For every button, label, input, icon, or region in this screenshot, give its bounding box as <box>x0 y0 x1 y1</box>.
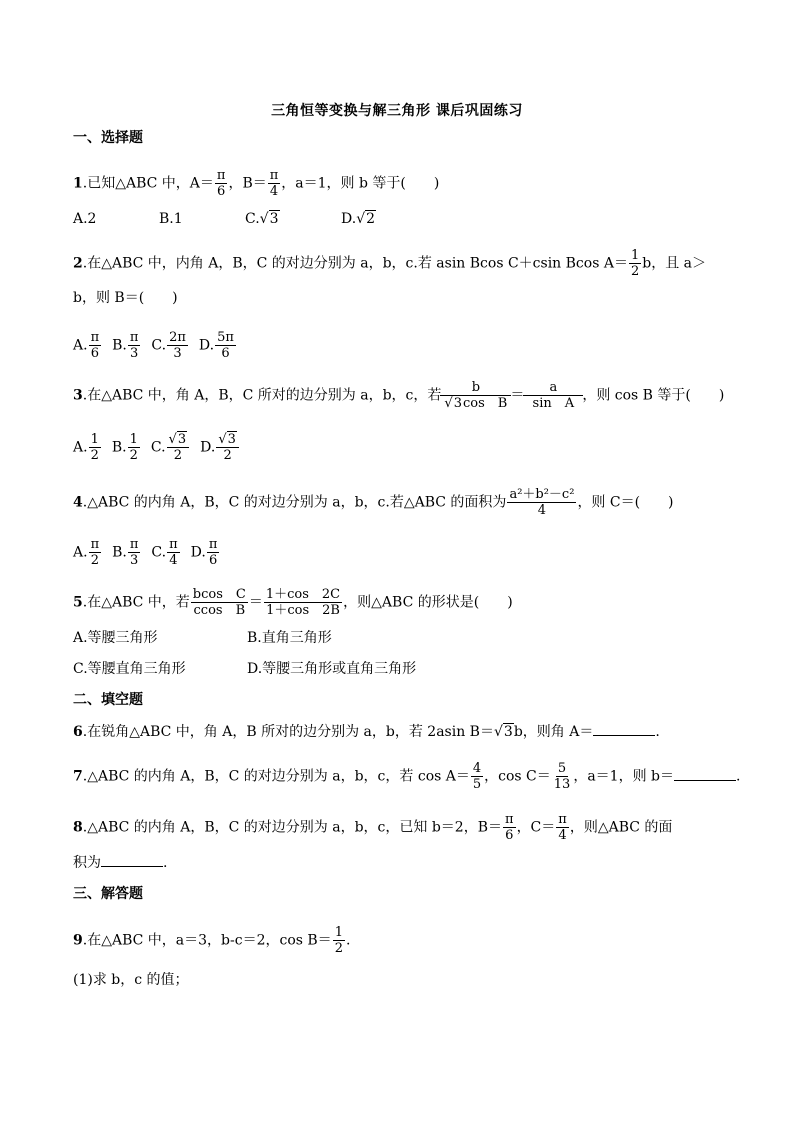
numerator: 2π <box>169 330 186 345</box>
question-text: ，cos C＝ <box>484 768 551 785</box>
question-text: b，则角 A＝ <box>513 724 594 740</box>
option-label: C. <box>151 337 167 354</box>
denominator: 2 <box>334 941 343 956</box>
fraction <box>471 761 483 792</box>
question-text: .△ABC 的内角 A，B，C 的对边分别为 a，b，c.若△ABC 的面积为 <box>82 494 507 511</box>
numerator: 4 <box>472 761 482 776</box>
section-heading-answer: 三、解答题 <box>73 886 143 902</box>
option-a: A.等腰三角形 <box>73 630 158 646</box>
sqrt: √3 <box>168 432 187 447</box>
option-c <box>151 432 190 463</box>
denominator: 2 <box>90 448 99 463</box>
sqrt: √2 <box>356 211 376 227</box>
numerator: π <box>129 537 139 552</box>
question-number: 6 <box>73 724 83 740</box>
option-label: A. <box>73 439 88 456</box>
question-text: b，且 a＞ <box>642 255 706 272</box>
option-a <box>73 537 102 568</box>
radicand: 3 <box>453 396 462 411</box>
option-a: A.2 <box>73 211 97 227</box>
numerator: π <box>208 537 218 552</box>
question-text: .已知△ABC 中，A＝ <box>82 175 214 192</box>
denominator: 4 <box>169 553 178 568</box>
radicand: 2 <box>366 211 376 227</box>
option-c <box>151 330 189 361</box>
question-9 <box>73 925 350 956</box>
question-text: 积为 <box>73 855 101 871</box>
option-c <box>245 209 341 229</box>
numerator: π <box>169 537 178 552</box>
question-number: 5 <box>73 594 83 611</box>
numerator: bcos C <box>192 587 246 602</box>
fraction <box>167 432 190 463</box>
fraction <box>207 537 220 568</box>
question-5-options-row-1 <box>73 628 332 648</box>
fraction <box>552 761 573 792</box>
question-number: 4 <box>73 494 83 511</box>
numerator: π <box>90 537 100 552</box>
question-text: ，a＝1，则 b 等于( ) <box>281 175 440 192</box>
option-c: C.等腰直角三角形 <box>73 661 186 677</box>
fraction <box>507 487 576 518</box>
option-d: D.等腰三角形或直角三角形 <box>247 661 417 677</box>
option-b: B.直角三角形 <box>247 630 332 646</box>
denominator: 2 <box>129 448 138 463</box>
question-number: 8 <box>73 819 83 836</box>
page-title: 三角恒等变换与解三角形 课后巩固练习 <box>271 103 523 119</box>
period: . <box>345 932 351 949</box>
denominator: 2 <box>630 264 640 279</box>
denominator: 4 <box>558 828 567 843</box>
option-d <box>199 330 237 361</box>
question-number: 7 <box>73 768 83 785</box>
denominator: ccos B <box>193 603 246 618</box>
denominator-text: cos B <box>462 396 508 411</box>
denominator: sin A <box>532 396 575 411</box>
fraction <box>333 925 345 956</box>
question-7 <box>73 761 740 792</box>
period: . <box>736 768 741 785</box>
numerator: a²＋b²－c² <box>509 487 575 502</box>
section-heading-fill: 二、填空题 <box>73 692 143 708</box>
option-label: A. <box>73 337 88 354</box>
question-text: .在锐角△ABC 中，角 A，B 所对的边分别为 a，b，若 2asin B＝ <box>82 724 494 740</box>
question-3 <box>73 380 724 411</box>
sqrt: √3 <box>218 432 236 447</box>
question-text: ，则△ABC 的形状是( ) <box>343 594 513 611</box>
fraction <box>215 168 228 199</box>
option-label: D. <box>341 211 357 227</box>
fraction <box>215 330 236 361</box>
answer-blank[interactable] <box>674 766 736 781</box>
denominator: 3 <box>173 346 182 361</box>
sqrt: √3 <box>493 724 513 740</box>
fraction <box>442 380 509 411</box>
numerator: 5 <box>557 761 567 776</box>
numerator: a <box>523 380 583 396</box>
question-3-options <box>73 432 240 463</box>
question-text: .△ABC 的内角 A，B，C 的对边分别为 a，b，c，已知 b＝2，B＝ <box>82 819 503 836</box>
denominator: 6 <box>221 346 230 361</box>
sqrt: √3 <box>444 396 462 411</box>
fraction <box>89 432 101 463</box>
denominator: 4 <box>537 503 547 518</box>
option-b: B.1 <box>159 211 183 227</box>
question-text: .在△ABC 中，若 <box>82 594 190 611</box>
denominator: 13 <box>553 777 571 792</box>
numerator: π <box>505 812 514 827</box>
numerator: π <box>216 168 226 183</box>
question-1 <box>73 168 439 199</box>
option-d <box>191 537 221 568</box>
fraction <box>268 168 281 199</box>
option-b <box>112 432 141 463</box>
option-label: C. <box>245 211 260 227</box>
fraction <box>191 587 248 618</box>
fraction <box>525 380 581 411</box>
option-label: B. <box>112 544 127 561</box>
numerator: b <box>440 380 511 396</box>
fraction <box>556 812 569 843</box>
option-label: B. <box>112 337 127 354</box>
question-4 <box>73 487 674 518</box>
question-text: .在△ABC 中，角 A，B，C 所对的边分别为 a，b，c，若 <box>82 387 442 404</box>
numerator: 5π <box>217 330 234 345</box>
denominator: 6 <box>217 184 226 199</box>
fraction <box>503 812 516 843</box>
period: . <box>655 724 660 740</box>
question-number: 2 <box>73 255 83 272</box>
denominator: 2 <box>223 448 232 463</box>
period: . <box>163 855 168 871</box>
question-1-options <box>73 209 376 229</box>
option-a <box>73 432 102 463</box>
numerator: π <box>269 168 279 183</box>
denominator: 2 <box>90 553 99 568</box>
fraction <box>264 587 342 618</box>
denominator: 1＋cos 2B <box>266 603 340 618</box>
numerator: π <box>129 330 139 345</box>
denominator: 2 <box>173 448 182 463</box>
question-8 <box>73 812 672 843</box>
fraction <box>128 432 140 463</box>
answer-blank[interactable] <box>101 852 163 867</box>
question-4-options <box>73 537 220 568</box>
question-9-part-1: (1)求 b，c 的值； <box>73 972 189 988</box>
question-5-options-row-2 <box>73 659 416 679</box>
option-b <box>112 537 141 568</box>
denominator: 6 <box>505 828 514 843</box>
denominator: 4 <box>269 184 279 199</box>
question-number: 1 <box>73 175 83 192</box>
question-text: ，则 cos B 等于( ) <box>582 387 725 404</box>
option-b <box>112 330 141 361</box>
radicand: 3 <box>177 432 187 447</box>
option-c <box>151 537 180 568</box>
option-label: D. <box>198 337 215 354</box>
numerator <box>167 432 190 448</box>
option-label: C. <box>151 544 167 561</box>
option-d <box>341 209 376 229</box>
question-text: ，则 C＝( ) <box>577 494 674 511</box>
denominator: 6 <box>90 346 99 361</box>
numerator: 1 <box>334 925 343 940</box>
question-text: ，C＝ <box>516 819 556 836</box>
numerator: 1＋cos 2C <box>265 587 341 602</box>
option-label: B. <box>111 439 127 456</box>
radicand: 3 <box>503 724 513 740</box>
question-number: 9 <box>73 932 83 949</box>
fraction <box>629 248 641 279</box>
option-a <box>73 330 102 361</box>
radicand: 3 <box>227 432 236 447</box>
option-label: C. <box>150 439 166 456</box>
question-6 <box>73 721 660 742</box>
denominator: 3 <box>129 553 139 568</box>
option-label: D. <box>200 439 216 456</box>
denominator: 6 <box>208 553 218 568</box>
question-text: ，a＝1，则 b＝ <box>573 768 674 785</box>
question-2-options <box>73 330 237 361</box>
fraction <box>216 432 239 463</box>
question-5 <box>73 587 513 618</box>
numerator: 1 <box>129 432 138 447</box>
denominator: 3 <box>129 346 139 361</box>
fraction <box>89 330 102 361</box>
answer-blank[interactable] <box>593 721 655 736</box>
question-text: .△ABC 的内角 A，B，C 的对边分别为 a，b，c，若 cos A＝ <box>82 768 470 785</box>
sqrt: √3 <box>259 211 279 227</box>
numerator: 1 <box>90 432 99 447</box>
question-2-line-2: b，则 B＝( ) <box>73 290 178 306</box>
option-label: A. <box>73 544 88 561</box>
equals-sign: ＝ <box>248 594 263 611</box>
fraction <box>128 330 141 361</box>
numerator: 1 <box>630 248 640 263</box>
fraction <box>167 537 180 568</box>
option-d <box>200 432 240 463</box>
radicand: 3 <box>269 211 279 227</box>
fraction <box>128 537 141 568</box>
option-label: D. <box>190 544 206 561</box>
question-text: ，B＝ <box>228 175 267 192</box>
numerator: π <box>90 330 100 345</box>
numerator: π <box>558 812 567 827</box>
question-number: 3 <box>73 387 83 404</box>
equals-sign: ＝ <box>510 387 525 404</box>
question-text: .在△ABC 中，a＝3，b-c＝2，cos B＝ <box>82 932 332 949</box>
question-2 <box>73 248 706 279</box>
fraction <box>167 330 188 361</box>
question-text: ，则△ABC 的面 <box>569 819 673 836</box>
fraction <box>89 537 102 568</box>
question-text: .在△ABC 中，内角 A，B，C 的对边分别为 a，b，c.若 asin Bcos C＋csin Bcos A＝ <box>82 255 628 272</box>
denominator: 5 <box>472 777 482 792</box>
question-8-line-2 <box>73 852 167 873</box>
numerator <box>216 432 239 448</box>
section-heading-choice: 一、选择题 <box>73 130 143 146</box>
denominator <box>442 396 509 411</box>
